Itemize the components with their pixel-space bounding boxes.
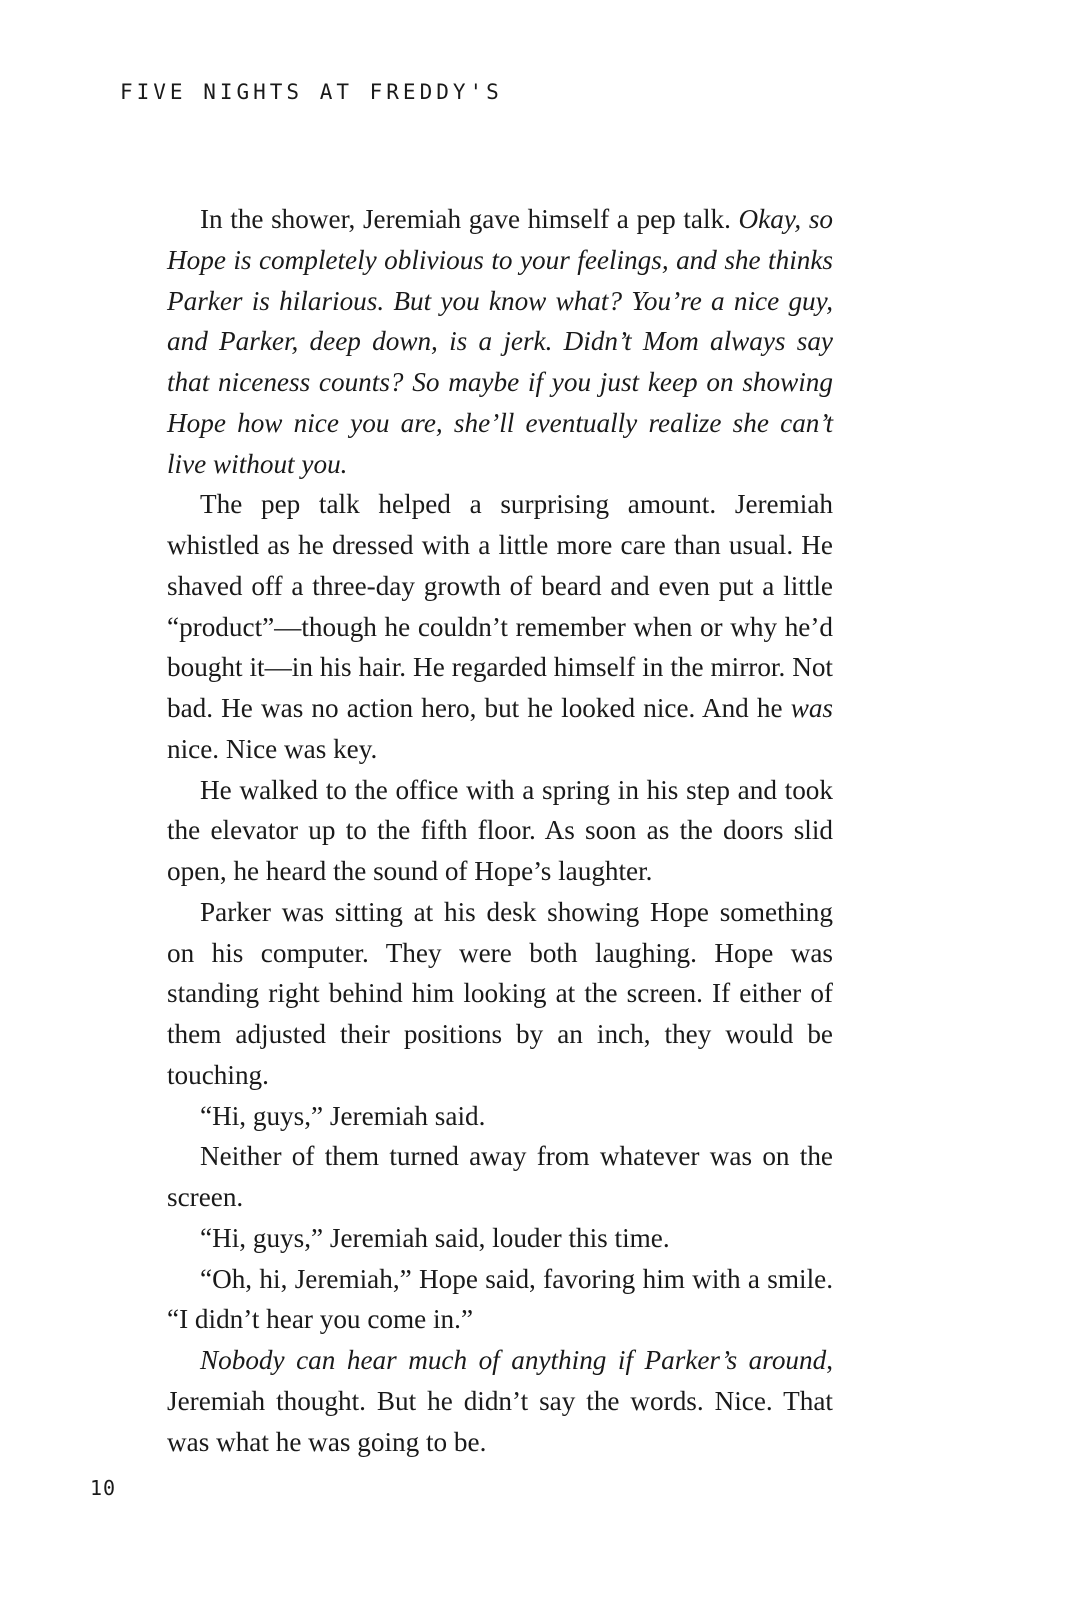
paragraph-text: Parker was sitting at his desk showing Hope something on his computer. They were both laughing. Hope was standing right behind him looking at the screen. If either of them adjusted their positions by an inch, they would be touching. [167,896,833,1090]
paragraph [167,1218,833,1259]
paragraph-text: The pep talk helped a surprising amount. Jeremiah whistled as he dressed with a little more care than usual. He shaved off a three-day growth of beard and even put a little “product”—though he couldn’t remember when or why he’d bought it—in his hair. He regarded himself in the mirror. Not bad. He was no action hero, but he looked nice. And he [167,489,833,723]
paragraph [167,199,833,484]
paragraph [167,1340,833,1462]
paragraph [167,1136,833,1218]
paragraph [167,1259,833,1341]
paragraph-text: He walked to the office with a spring in his step and took the elevator up to the fifth floor. As soon as the doors slid open, he heard the sound of Hope’s laughter. [167,774,833,886]
paragraph-text: , Jeremiah thought. But he didn’t say the words. Nice. That was what he was going to be. [167,1345,833,1457]
paragraph-italic-text: Nobody can hear much of anything if Parker’s around [200,1345,827,1375]
running-head: FIVE NIGHTS AT FREDDY'S [120,80,503,104]
paragraph-italic-text: was [790,693,833,723]
paragraph-text: “Oh, hi, Jeremiah,” Hope said, favoring him with a smile. “I didn’t hear you come in.” [167,1263,833,1335]
paragraph [167,892,833,1096]
paragraph-text: Neither of them turned away from whatever was on the screen. [167,1141,833,1212]
paragraph-text: nice. Nice was key. [167,733,378,764]
paragraph-text: “Hi, guys,” Jeremiah said, louder this time. [200,1222,670,1253]
paragraph [167,770,833,892]
paragraph [167,1096,833,1137]
paragraph-italic-text: Okay, so Hope is completely oblivious to your feelings, and she thinks Parker is hilarious. But you know what? You’re a nice guy, and Parker, deep down, is a jerk. Didn’t Mom always say that niceness counts? So maybe if you just keep on showing Hope how nice you are, she’ll eventually realize she can’t live without you. [167,204,833,479]
paragraph-text: In the shower, Jeremiah gave himself a pep talk. [200,204,739,234]
paragraph [167,484,833,769]
page-number: 10 [90,1476,117,1500]
paragraph-text: “Hi, guys,” Jeremiah said. [200,1100,486,1131]
body-text [167,199,833,1462]
